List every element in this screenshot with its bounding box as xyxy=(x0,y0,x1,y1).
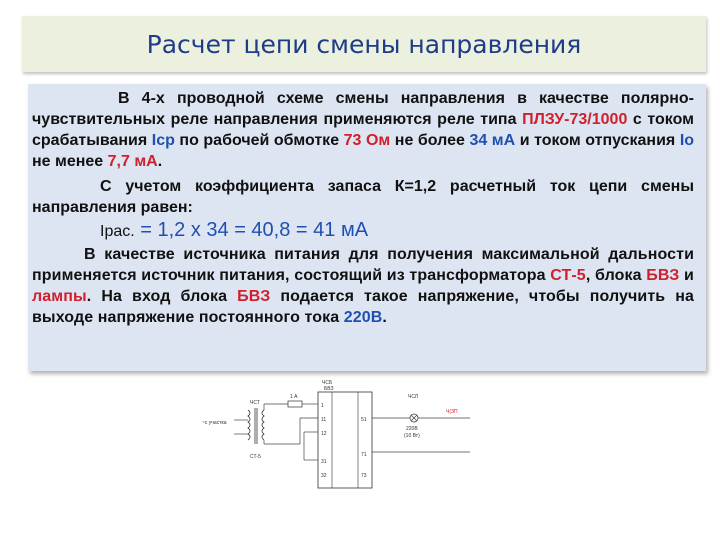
transformer-name: СТ-5 xyxy=(550,267,586,284)
text-span: подается такое напряжение, чтобы получить на выходе напряжение постоянного тока xyxy=(32,288,695,326)
formula-label: Iрас. xyxy=(100,223,135,240)
resistance-value: 73 Ом xyxy=(343,132,391,149)
block-name: БВЗ xyxy=(237,288,271,305)
content-panel xyxy=(28,84,706,371)
fuse-label: 1 А xyxy=(290,394,298,400)
text-span: не более xyxy=(390,132,470,149)
text-span: по рабочей обмотке xyxy=(174,132,344,149)
transformer-secondary xyxy=(262,410,264,440)
relay-type: ПЛЗУ-73/1000 xyxy=(522,111,628,128)
release-current-symbol: Iо xyxy=(679,132,695,149)
lamp-word: лампы xyxy=(32,288,87,305)
text-span: с током срабатывания xyxy=(32,111,694,149)
formula-expression: = 1,2 х 34 = 40,8 = xyxy=(134,219,314,241)
output-label: Ч(ЗП xyxy=(446,409,458,415)
pin-label: 31 xyxy=(321,459,327,465)
text-span: В качестве источника питания для получения максимальной дальности применяется источник питания, состоящий из трансформатора xyxy=(32,246,694,284)
formula-line xyxy=(100,220,720,242)
text-span: В 4-х проводной схеме смены направления в качестве полярно-чувствительных реле направления применяются реле типа xyxy=(32,90,694,128)
formula-result: 41 мА xyxy=(313,219,369,241)
lamp-voltage: 220В xyxy=(406,426,418,432)
source-label: ~с участка xyxy=(202,420,227,426)
circuit-diagram xyxy=(200,380,500,490)
title-bar xyxy=(22,16,706,72)
pin-label: 1 xyxy=(321,403,324,409)
text-span: , блока xyxy=(585,267,647,284)
text-span: не менее xyxy=(32,153,108,170)
pin-label: 51 xyxy=(361,417,367,423)
slide-title: Расчет цепи смены направления xyxy=(146,30,582,59)
pin-label: 73 xyxy=(361,473,367,479)
release-current-value: 7,7 мА xyxy=(107,153,158,170)
transformer-label: СТ-5 xyxy=(250,454,261,460)
paragraph-power-source xyxy=(32,244,694,328)
text-span: . xyxy=(382,309,387,326)
pin-label: 71 xyxy=(361,452,367,458)
lamp-power: (10 Вт) xyxy=(404,433,420,439)
pickup-current-value: 34 мА xyxy=(469,132,516,149)
current-pickup-symbol: Iср xyxy=(151,132,175,149)
text-span: . На вход блока xyxy=(86,288,238,305)
block-title: БВЗ xyxy=(324,386,334,392)
voltage-value: 220В xyxy=(343,309,383,326)
paragraph-coefficient: С учетом коэффициента запаса К=1,2 расчетный ток цепи смены направления равен: xyxy=(32,178,694,216)
pin-label: 32 xyxy=(321,473,327,479)
pin-label: 12 xyxy=(321,431,327,437)
pin-label: 11 xyxy=(321,417,327,423)
text-span: . xyxy=(157,153,163,170)
text-span: и xyxy=(679,267,694,284)
block-tag: ЧСБ xyxy=(322,380,333,386)
text-span: и током отпускания xyxy=(515,132,680,149)
fuse xyxy=(288,401,302,407)
transformer-primary xyxy=(248,410,250,440)
block-name: БВЗ xyxy=(646,267,680,284)
transformer-tag: ЧСТ xyxy=(250,400,260,406)
paragraph-relay xyxy=(32,88,694,172)
lamp-tag: ЧСЛ xyxy=(408,394,419,400)
